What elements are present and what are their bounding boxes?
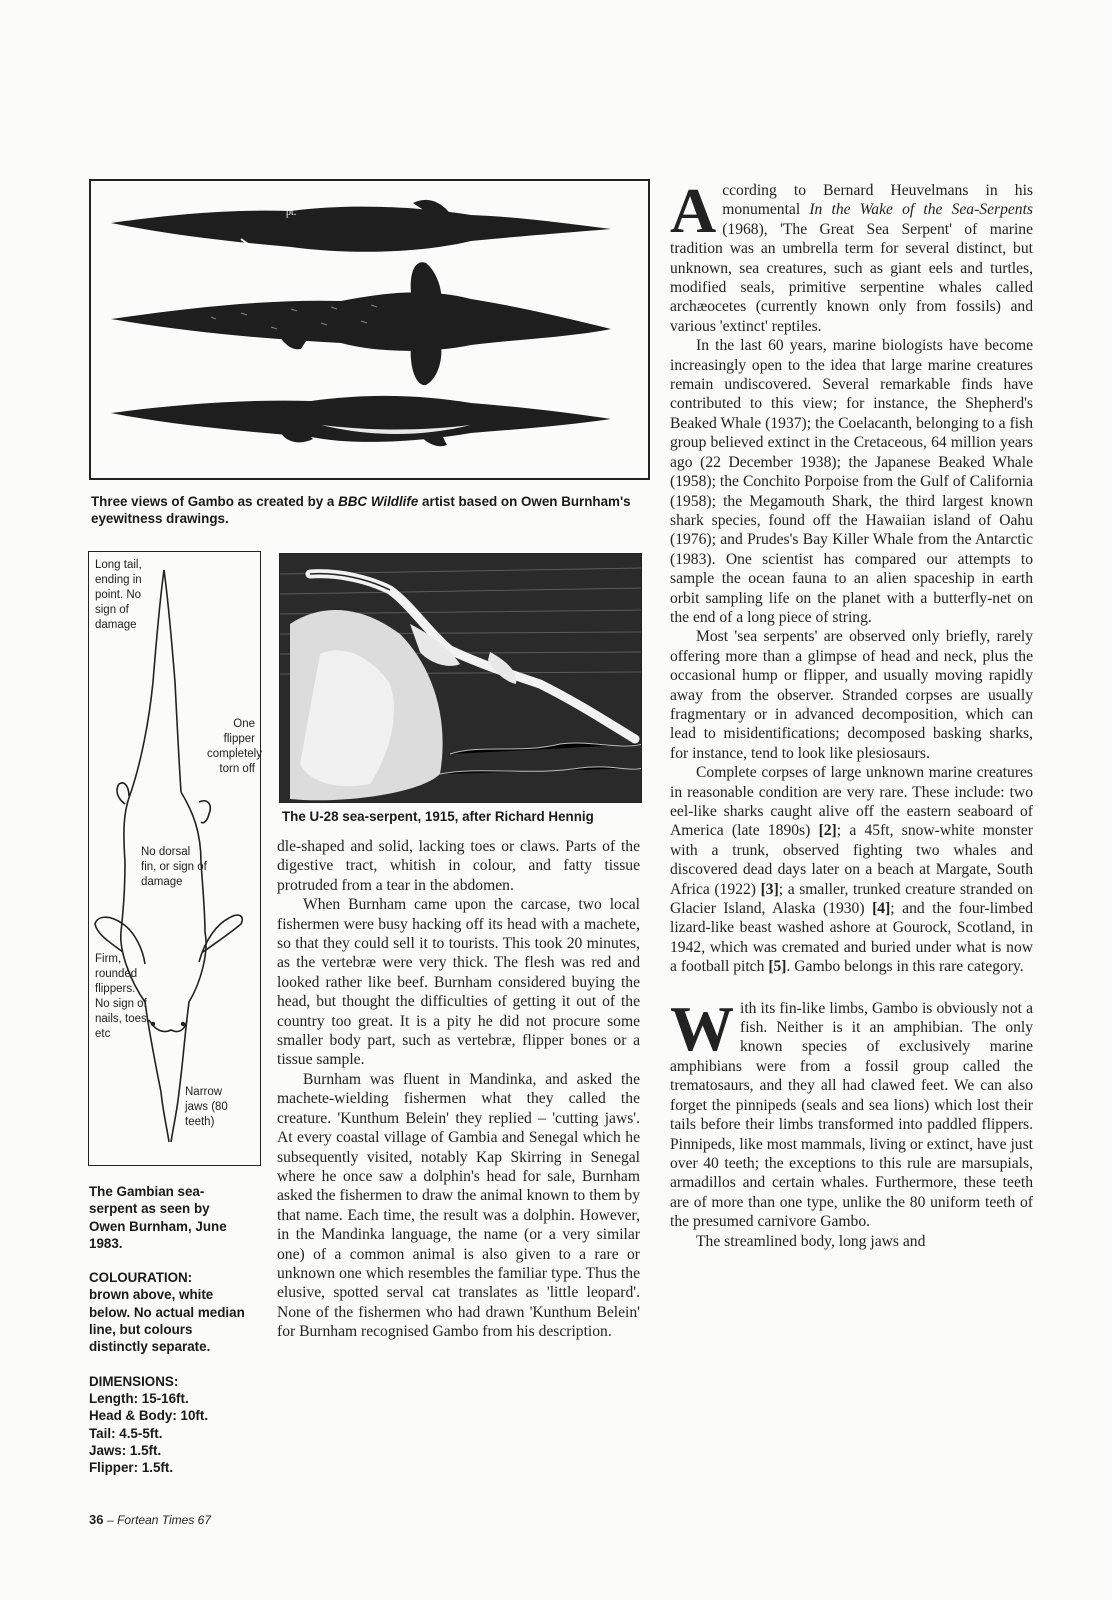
page-number: 36 <box>89 1512 104 1527</box>
reference-5: [5] <box>768 958 787 976</box>
label-tail: Long tail, ending in point. No sign of damage <box>95 559 142 631</box>
right-column <box>670 175 1034 1251</box>
middle-paragraph-2: When Burnham came upon the carcase, two local fishermen were busy hacking off its head with a machete, so that they could sell it to tourists. This took 20 minutes, as the vertebræ were very thick. The flesh was red and looked rather like beef. Burnham considered buying the head, but thought the difficulties of getting it out of the country too great. It is a pity he did not procure some smaller body part, such as vertebræ, flipper bones or a tissue sample. <box>277 896 640 1069</box>
svg-text:pt.: pt. <box>286 207 297 218</box>
label-no-dorsal: No dorsal fin, or sign of damage <box>141 846 207 888</box>
reference-2: [2] <box>818 822 837 840</box>
right-paragraph-6: The streamlined body, long jaws and <box>696 1232 926 1250</box>
dimension-tail: Tail: 4.5-5ft. <box>89 1425 163 1441</box>
middle-paragraph-3: Burnham was fluent in Mandinka, and asked the machete-wielding fishermen what they called the creature. 'Kunthum Belein' they replied – 'cutting jaws'. At every coastal village of Gambia and Senegal which he subsequently visited, notably Kap Skirring in Senegal where he once saw a dolphin's head for sale, Burnham asked the fishermen to draw the animal known to them by that name. Each time, the result was a dolphin. However, in the Mandinka language, the name (or a very similar one) of a common animal is also given to a rare or unknown one which resembles the familiar type. Thus the elusive, spotted serval cat translates as 'little leopard'. None of the fishermen who had drawn 'Kunthum Belein' for Burnham recognised Gambo from his description. <box>277 1070 640 1341</box>
dimension-head-body: Head & Body: 10ft. <box>89 1408 209 1424</box>
dimension-length: Length: 15-16ft. <box>89 1390 189 1406</box>
label-flippers: Firm, rounded flippers. No sign of nails, toes etc <box>95 953 147 1040</box>
colouration-text: brown above, white below. No actual median line, but colours distinctly separate. <box>89 1287 245 1355</box>
page-footer <box>89 1512 211 1527</box>
dimensions-heading: DIMENSIONS: <box>89 1373 179 1389</box>
right-paragraph-5: With its fin-like limbs, Gambo is obviously not a fish. Neither is it an amphibian. The only known species of exclusively marine amphibians were from a fossil group called the trematosaurs, and they all had clawed feet. We can also forget the pinnipeds (seals and sea lions) which lost their tails before their limbs transformed into paddled flippers. Pinnipeds, like most mammals, living or extinct, have just over 40 teeth; the exceptions to this rule are marsupials, armadillos and certain whales. Furthermore, these teeth are of more than one type, unlike the 80 uniform teeth of the presumed carnivore Gambo. <box>670 992 1033 1231</box>
dropcap-a: A <box>670 175 717 246</box>
dropcap-w: W <box>670 992 734 1064</box>
figure-three-views-caption: Three views of Gambo as created by a BBC Wildlife artist based on Owen Burnham's eyewitness drawings. <box>91 494 631 526</box>
right-paragraph-4: Complete corpses of large unknown marine creatures in reasonable condition are very rare. These include: two eel-like sharks caught alive off the eastern seaboard of America (late 1890s) [2]; a 45ft, snow-white monster with a trunk, observed fighting two whales and discovered dead days later on a beach at Margate, South Africa (1922) [3]; a smaller, trunked creature stranded on Glacier Island, Alaska (1930) [4]; and the four-limbed lizard-like beast washed ashore at Gourock, Scotland, in 1942, which was cremated and buried under what is now a football pitch [5]. Gambo belongs in this rare category. <box>670 764 1034 976</box>
figure-three-views <box>89 179 650 480</box>
middle-paragraph-1: dle-shaped and solid, lacking toes or claws. Parts of the digestive tract, whitish in colour, and fatty tissue protruded from a tear in the abdomen. <box>277 838 640 894</box>
label-jaws: Narrow jaws (80 teeth) <box>185 1086 228 1128</box>
dimension-flipper: Flipper: 1.5ft. <box>89 1460 174 1476</box>
reference-3: [3] <box>760 880 779 898</box>
reference-4: [4] <box>872 900 891 918</box>
right-paragraph-3: Most 'sea serpents' are observed only briefly, rarely offering more than a glimpse of head and neck, plus the occasional hump or flipper, and usually moving rapidly away from the observer. Stranded corpses are usually fragmentary or in advanced decomposition, which can lead to misidentifications; decomposed basking sharks, for instance, tend to look like plesiosaurs. <box>670 628 1033 762</box>
figure-u28-caption: The U-28 sea-serpent, 1915, after Richard Hennig <box>282 809 594 824</box>
right-paragraph-2: In the last 60 years, marine biologists have become increasingly open to the idea that large marine creatures remain undiscovered. Several remarkable finds have contributed to this view; for instance, the Shepherd's Beaked Whale (1937); the Coelacanth, belonging to a fish group believed extinct in the Cretaceous, 64 million years ago (22 December 1938); the Japanese Beaked Whale (1958); the Conchito Porpoise from the Gulf of California (1958); the Megamouth Shark, the third largest known shark species, found off the Hawaiian island of Oahu (1976); and Prudes's Bay Killer Whale from the Antarctic (1983). One scientist has compared our attempts to sample the ocean fauna to an alien spaceship in earth orbit sampling life on the planet with a butterfly-net on the end of a long piece of string. <box>670 337 1033 626</box>
right-paragraph-1: According to Bernard Heuvelmans in his monumental In the Wake of the Sea-Serpents (1968), 'The Great Sea Serpent' of marine tradition was an umbrella term for several distinct, but unknown, sea creatures, such as giant eels and turtles, modified seals, primitive serpentine whales called archæocetes (currently known only from fossils) and various 'extinct' reptiles. <box>670 175 1033 335</box>
gambo-three-views-illustration <box>91 181 648 478</box>
u28-sea-serpent-illustration <box>280 554 642 803</box>
diagram-caption-text: The Gambian sea-serpent as seen by Owen Burnham, June 1983. <box>89 1184 227 1251</box>
figure-outline-diagram <box>88 551 261 1166</box>
figure-u28 <box>279 553 642 803</box>
colouration-heading: COLOURATION: <box>89 1270 193 1286</box>
middle-column <box>277 837 640 1342</box>
dimension-jaws: Jaws: 1.5ft. <box>89 1442 162 1458</box>
publication-name: – Fortean Times 67 <box>107 1513 212 1527</box>
diagram-caption <box>89 1183 249 1476</box>
label-flipper-torn: One flipper completely torn off <box>207 718 262 775</box>
